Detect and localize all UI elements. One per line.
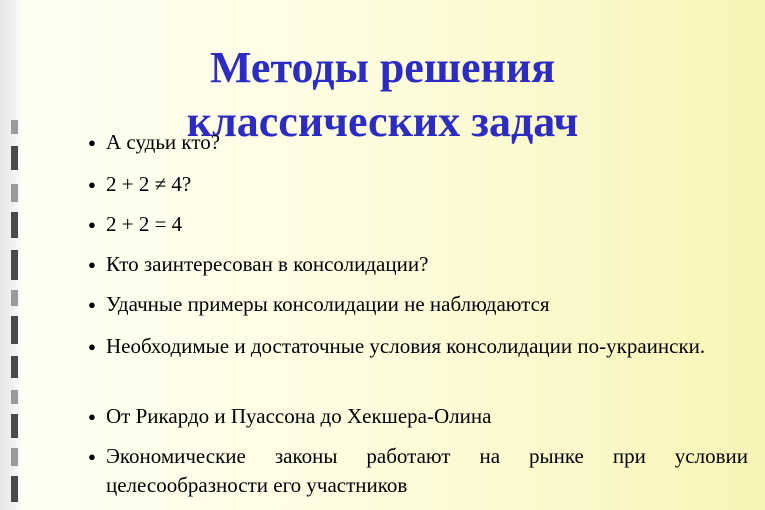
bullet-dot-icon: ● (88, 449, 96, 464)
bullet-text: От Рикардо и Пуассона до Хекшера-Олина (106, 404, 492, 428)
strip-mark (11, 290, 18, 306)
bullet-item (88, 250, 748, 279)
bullet-text: 2 + 2 ≠ 4? (106, 172, 192, 196)
bullet-text: Кто заинтересован в консолидации? (106, 252, 429, 276)
bullet-text: Необходимые и достаточные условия консолидации по-украински. (106, 334, 706, 358)
bullet-dot-icon: ● (88, 257, 96, 272)
bullet-item (88, 128, 748, 157)
strip-mark (11, 448, 18, 466)
bullet-dot-icon: ● (88, 135, 96, 150)
bullet-dot-icon: ● (88, 297, 96, 312)
bullet-dot-icon: ● (88, 177, 96, 192)
strip-mark (11, 316, 18, 344)
bullet-text: А судьи кто? (106, 130, 221, 154)
bullet-text: 2 + 2 = 4 (106, 212, 183, 236)
bullet-item (88, 332, 748, 361)
strip-mark (11, 356, 18, 378)
bullet-item (88, 442, 748, 500)
bullet-item (88, 210, 748, 239)
bullet-dot-icon: ● (88, 339, 96, 354)
strip-mark (11, 212, 18, 238)
slide-title-line-2: классических задач (186, 97, 579, 147)
slide-title-line-1: Методы решения (209, 43, 556, 93)
bullet-text: Удачные примеры консолидации не наблюдаются (106, 292, 550, 316)
bullet-item (88, 170, 748, 199)
bullet-dot-icon: ● (88, 217, 96, 232)
bullet-item (88, 402, 748, 431)
strip-mark (11, 184, 18, 202)
strip-mark (11, 250, 18, 280)
bullet-item (88, 290, 748, 319)
strip-mark (11, 390, 18, 404)
strip-mark (11, 414, 18, 438)
strip-mark (11, 476, 18, 502)
strip-mark (11, 146, 18, 170)
bullet-dot-icon: ● (88, 409, 96, 424)
bullet-text: Экономические законы работают на рынке при условии целесообразности его участников (106, 444, 748, 497)
